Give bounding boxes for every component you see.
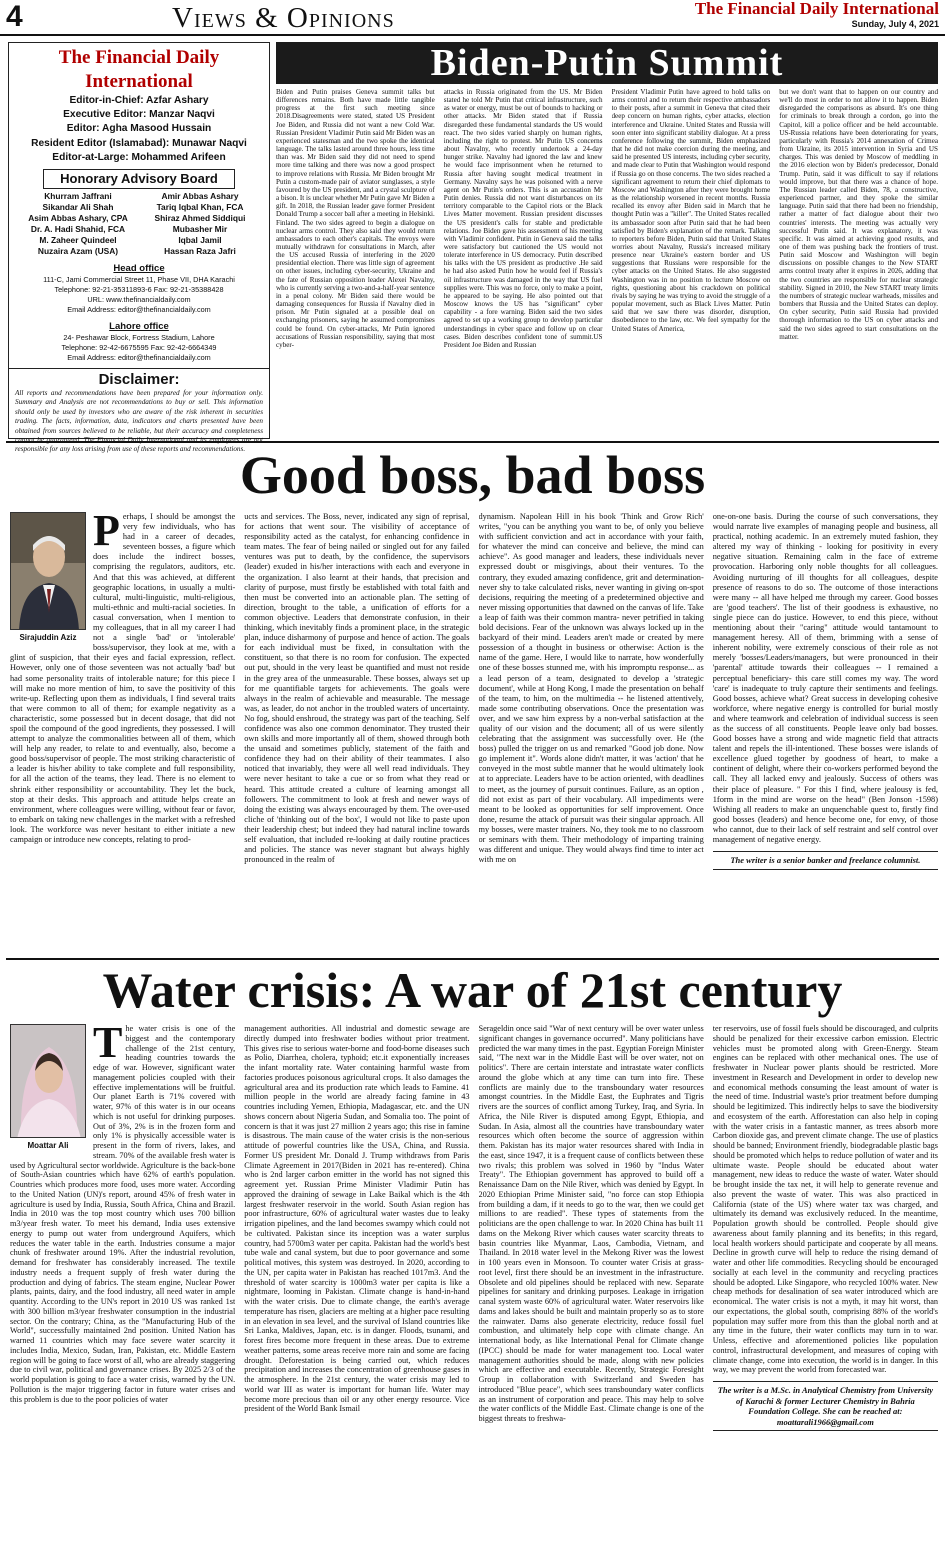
board-member: M. Zaheer Quindeel (39, 235, 117, 246)
board-member: Shiraz Ahmed Siddiqui (154, 213, 246, 224)
boss-article (10, 512, 938, 957)
author-caption: Sirajuddin Aziz (19, 633, 77, 642)
disclaimer-text: All reports and recommendations have been prepared for your information only. Summary and Analysis are not recommendations to buy or sell. This information should only be used by investors who are aware of the risk inherent in securities trading. The facts, information, data, indicators and charts presented have been obtained from sources believed to be reliable, but their accuracy and completeness responsible for any loss arising from use of these reports and recommendations. (15, 389, 263, 454)
advisory-board-left (17, 191, 139, 257)
address-line: Telephone: 92-21-35311893-6 Fax: 92-21-35388428 (54, 285, 224, 295)
lahore-office-title: Lahore office (109, 321, 169, 333)
staff-line: Editor-at-Large: Mohammed Arifeen (52, 151, 226, 163)
author-photo (10, 1024, 86, 1138)
address-line: Telephone: 92-42-6675595 Fax: 92-42-6664349 (61, 343, 217, 353)
staff-line: Editor-in-Chief: Azfar Ashary (69, 95, 209, 106)
masthead (695, 0, 939, 30)
article-column: dynamism. Napolean Hill in his book 'Think and Grow Rich' writes, "you can be anything you want to be, of only you believe with sufficient conviction and act in accordance with your faith, for whatever the mind can conceive and believe, the mind can achieve". As good manager and leaders, these individuals never expressed doubt or misgivings, about their ventures. To the contrary, they exuded amazing confidence, grit and determination- never shy to take calculated risks, never wanting in giving on-spot decisions, requiring the meeting of a predetermined objective and never missing opportunities that dawned on the canvas of life. Take a leap of faith was their common mantra- never petrified in taking bold decisions. Fear of the unknown was always locked up in the backyard of their mind. Leaders aren't made or created by mere possession of a thought in business or otherwise: Action is the name of the game. Here, I would like to narrate, how wonderfully one of these bosses stunned me, with his impromptu response... as a lead person of a team, designated to develop a 'strategic document', while at Hong Kong, I made the presentation on behalf of the team, to him, on the multimedia -- he listened attentively, made some contributing observations. Once the presentation was over, and we saw him express by a non-verbal satisfaction at the quality of our vision and the document; all of us were silently celebrating that the assignment was successfully over. He (the boss) pulled the trigger on us and remarked "Good job done. Now go implement it". Words alone didn't matter, it was 'action' that he conveyed in the most subtle manner that he would ultimately look at to appreciate. Leaders have to be action oriented, with deadlines to meet, as the journey of pursuit continues. Failure, as an option , did not exist as part of their vocabulary. All impediments were meant to be looked as opportunities for self improvement. Once done, resume the attack of pursuit was their singular approach. All my bosses, were master trainers. No, they took me to no classroom or seminars with them. Their methodology of imparting training was different and unique. They would always find time to inter act with me on (478, 512, 704, 865)
dropcap: T (93, 1024, 123, 1067)
editorial-box (8, 42, 270, 454)
board-member: Hassan Raza Jafri (164, 246, 236, 257)
author-note: The writer is a M.Sc. in Analytical Chemistry from University of Karachi & former Lecturer Chemistry in Bahria Foundation College. She can be reached at: moattarali1966@gmail.com (713, 1381, 938, 1431)
article-column: Serageldin once said "War of next century will be over water unless significant changes in governance occurred". Many politicians have predicted the war many times in the past. Egyptian Foreign Minister said, "The next war in the Middle East will be over water, not on politics". There are certain interstate and intrastate water conflicts around the globe which at any time can turn into fire. These conflicts are mainly due to the transboundary water resources amongst countries. In the Middle East, the Euphrates and Tigris rivers are the sources of conflict among Turkey, Iraq, and Syria. In Africa, the Nile River is disputed among Egypt, Ethiopia, and Sudan. In Asia, almost all the countries have transboundary water resources which often become the source of aggression within them. Pakistan has its major water resources shared with India in the east, since 1947, it is a frequent cause of conflicts between these two rivals; this problem was solved in 1960 by "Indus Water Treaty". The Ethiopian government has approved to build off a Renaissance Dam on the Nile River, which was denied by Egypt. In 2020 Ethiopian Prime Minister said, "no force can stop Ethiopia from building a dam, if it needs to go to the war, then we could get millions to are readied". These types of statements from the politicians are the open challenge to war. In 2020 China has built 11 dams on the Mekong River which causes water scarcity threats to basin countries like Myanmar, Laos, Cambodia, Vietnam, and Thailand. In 2018 water level in the Mekong River was the lowest in 100 years even in Monsoon. To counter water Crisis at grass- root level, first there should be an investment in the infrastructure. Obsolete and old pipelines should be replaced with new. Separate pipelines for sanitary and drinking purposes. Leakage in irrigation canal system waste 60% of agricultural water. Water reservoirs like dams and lakes should be built and maintain properly so as to store the rainwater. Dams also generate electricity, reduce fossil fuel combustion, and ultimately help cope with climate change. An international body, as like International Penal for Climate change (IPCC) should be made for water management too. Local water management authorities should be made, along with new policies which are effective and executable. Recently, Strategic Foresight Group in collaboration with Switzerland and Sweden has introduced "Blue peace", which sees transboundary water conflicts as an instrument of corporation and peace. This may help to solve the water conflicts of the Middle East. Climate change is one of the biggest threats to freshwa- (478, 1024, 704, 1423)
board-member: Nuzaira Azam (USA) (37, 246, 119, 257)
editorial-staff-list (9, 94, 269, 165)
dropcap: P (93, 512, 120, 555)
article-text: one-on-one basis. During the course of such conversations, they would narrate live examples of managing people and business, all practical, nothing academic. In an extremely muted fashion, they altered my way of thinking - looking for positivity in every negative situation. Remaining calm in the face of extreme provocation. Harboring only noble thoughts for all colleagues. Avoiding nurturing of ill thoughts for all colleagues, despite presence of reasons to do so. The outcome of those interactions were many -- all have helped me through my career. Good bosses are 'good teachers'. The list of their goodness is exhaustive, no single piece can do justice. However, to end this piece, without mentioning about their "caring" attitude would tantamount to management heresy. All of them, brimming with a sense of inherent nobility, were extremely conscious of their role as not merely 'bosses/Leaders/managers, but were pronounced in their 'parental' attitude towards their colleagues -- I remained a perceptual beneficiary- this care still comes my way. The word 'care' is inadequate to truly capture their sentiments and feelings. Good bosses, achieve what? Great success in developing cohesive workforce, where negative energy is controlled for burial mostly and where teamwork and celebration of individual success is seen as the success of all constituents. People leave only bad bosses. Good bosses have a strong and wide magnetic field that attracts talent and repels the ill-intentioned. These bosses were islands of excellence glued together by goodness of heart, to make a continent of delight, where their co-workers performed beyond the call. They all lacked envy and jealously. Success of others was their place of pleasure. " For this I find, where jealousy is fed, 1form in the mind are worse on the head" (Ben Jonson -1598) Wishing all readers to make an unquenchable quest to, firstly find good bosses (leaders) and hence become one, for envy, of those who cannot, due to their lack of self restraint and self control over management of negative energy. (712, 512, 938, 844)
address-line: Email Address: editor@thefinancialdaily.com (67, 353, 211, 363)
water-article (10, 1024, 938, 1556)
article-column: President Vladimir Putin have agreed to hold talks on arms control and to return their respective ambassadors to their posts, after a summit in Geneva that cited their deep concern on human rights, cyber attacks, election interference and Ukraine. United States and Russia will soon enter into significant stability dialogue. At a press conference following the summit, Biden emphasized that he did not make coercion during the meeting, and said he presented US interests, including cyber security, and made clear to Putin that Washington would respond if Russia go on those concerns. The two sides reached a significant agreement to return their chief diplomats to Moscow and Washington after they were brought home as the relationship worsened in recent months. Russia recalled its envoy after Biden said in March that he thought Putin was a "killer". The United States recalled its ambassador soon after Putin said that he had been satisfied by Biden's explanation of the remark. Talking to reporters before Biden, Putin said that United States worries about Navalny, Russia's increased military presence near Ukraine's eastern border and US suggestions that Russians were responsible for the cyber attacks on the United States. He also suggested Washington was in no position to lecture Moscow on rights, questioning about his crackdown on political rivals by saying he was trying to avoid the struggle of a popular movement, such as Black Lives Matter. Putin said that we saw there was disorder, disruption, disobedience to the law, etc. We feel sympathy for the United States of America, (611, 88, 771, 333)
boss-headline: Good boss, bad boss (239, 445, 706, 505)
board-member: Khurram Jaffrani (44, 191, 112, 202)
page-header (0, 0, 945, 36)
staff-line: Resident Editor (Islamabad): Munawar Naqvi (31, 137, 247, 149)
article-column: management authorities. All industrial and domestic sewage are directly dumped into freshwater bodies without prior treatment. This gives rise to serious water-borne and food-borne diseases such as Polio, Diarrhea, cholera, typhoid; etc.it exponentially increases the infant mortality rate. Water containing harmful waste from factories produces poisonous agricultural crops. It also damages the agricultural area and its production rate which leads to Famine. 41 million people in the world are already facing famine in 43 countries including Yemen, Ethiopia, Madagascar, etc. and the UN shows concern about Nigeria Sudan, and Somalia too. The point of concern is that it was just 27 million 2 years ago; this rise in famine is disastrous. The main cause of the water crisis is the non-serious attitude of powerful countries like the USA, China, and Russia. Former US president Mr. Donald J. Trump withdraws from Paris Climate Agreement in 2017(Biden in 2021 has re-entered). China who is 2nd larger carbon emitter in the world has not signed this agreement yet. Russian Prime Minister Vladimir Putin has approved the draining of sewage in Lake Baikal which is the 4th largest freshwater reservoir in the world. South Asian region has poor infrastructure, 60% of agricultural water wastes due to leaky irrigation pipelines, and the land becomes swampy which could not be cultivated. Pakistan since its inception was a water surplus country, had 5700m3 water per capita. Pakistan had the world's best tube wale and canal system, but due to poor governance and some political motives, this system was destroyed. In 2020, according to the UN, per capita water in Pakistan has reached 1017m3. And the threshold of water scarcity is 1000m3 water per capita is like a nightmare, looming in Pakistan. Climate change is hand-in-hand with the water crisis. Due to climate change, the earth's average temperature has risen, glaciers are melting at a higher pace resulting in an elevation in sea level, and the survival of Island countries like Sri Lanka, Maldives, Japan, etc. is in danger. Floods, tsunami, and forest fires become more frequent in these areas. Due to extreme weather patterns, some areas receive more rain and some are facing drought. Deforestation is being carried out, which reduces precipitation and increases the concentration of greenhouse gases in the atmosphere. In the 21st century, the water crisis may led to world war III as water is important for human life. Water may become more precious than oil or any other energy resource. Vice president of the World Bank Ismail (244, 1024, 470, 1414)
board-member: Iqbal Jamil (178, 235, 222, 246)
article-column: ucts and services. The Boss, never, indicated any sign of reprisal, for actions that went sour. The visibility of acceptance of responsibility acted as the catalyst, for enhancing confidence in team mates. The fear of being nailed or singled out for any failed ventures was put to death, by the confidence, the supervisors (leader) exuded in his/her interactions with each and everyone in the organization. I also learnt at their hands, that precision and clarity of purpose, must firstly be established with total faith and then must be converted into an actionable plan. The setting of direction, brought to the table, a unification of efforts for a common objective. Leaders that demonstrate confusion, in their thinking, which inevitably finds a prominent place, in the strategic plan, induce disharmony of purpose and hence of action. The goals for each individual must be fixed, in consultation with the constituent, so that there is no room for confusion. The expected out put, should in the very least be quantified and must not reside in the grey area of the unmeasurable. These bosses, always set up for me quantifiable targets for achievements. The goals were always in the realm of achievable and measurable. The message was, as leader, do not anchor in the troubled waters of uncertainty. No fog, should enshroud, the strategy was part of the teaching. Self confidence was also one common denominator. They trusted their own skills and more importantly all of them, showed through both the unsaid and sometimes publicly, statement of the faith and confidence they had on their ability of their teammates. I also noticed that invariably, they were all well read individuals. They were never hesitant to take a cue or so from what they read or heard. This attitude created a culture of learning amongst all followers. The commitment to look at fresh and newer ways of doing the existing was always encouraged by them. The over-used cliche of 'thinking out of the box', I would not like to paste upon their leadership chest; but indeed they had natural incline towards self evaluation, that included re-looking at daily routine practices and policies. The stance was never stagnant but always highly pronounced in the realm of (244, 512, 470, 865)
article-column (713, 1024, 938, 1556)
biden-headline: Biden-Putin Summit (276, 42, 938, 84)
board-member: Sikandar Ali Shah (42, 202, 114, 213)
page-number: 4 (6, 0, 23, 33)
section-title: Views & Opinions (172, 2, 395, 34)
author-portrait-icon (11, 513, 86, 630)
article-column: Biden and Putin praises Geneva summit talks but differences remains. Both have made little tangible progress at the first such meeting since 2018.Disagreements were stated, stated US President Joe Biden, and Russia did not want a new Cold War. Russian President Vladimir Putin said Mr Biden was an experienced statesman and the two spoke the identical language. The talks lasted around three hours, less time than was. Mr Biden said they did not need to spend more time talking and there was now a good prospect to improve relations with Russia. Mr Biden brought Mr Putin a custom-made pair of aviator sunglasses, a style favoured by the US president, and a crystal sculpture of a bison. It is unclear whether Mr Putin gave Mr Biden a gift. In 2018, the Russian leader gave former President Donald Trump a soccer ball after a meeting in Helsinki. Finland. The two sides agreed to begin a dialogue on nuclear arms control. They also said they would return ambassadors to each other's capitals. The envoys were mutually withdrawn for consultations in March, after the US accused Russia of interfering in the 2020 presidential election. There was little sign of agreement on other issues, including cyber-security, Ukraine and the fate of Russian opposition leader Alexei Navalny, who is currently serving a two-and-a-half-year sentence in a penal colony. Mr Biden said there would be damaging consequences for Russia if Navalny died in prison. Mr Putin signaled at a possible deal on exchanging prisoners, saying he assumed compromises could be found. On cyber-attacks, Mr Putin ignored accusations of Russian responsibility, saying that most cyber- (276, 88, 435, 349)
advisory-board (9, 191, 269, 257)
article-column (10, 512, 235, 957)
editorial-box-title: The Financial Daily International (58, 47, 220, 92)
advisory-board-title: Honorary Advisory Board (43, 169, 235, 189)
author-portrait-icon (11, 1025, 86, 1138)
article-text: erhaps, I should be amongst the very few individuals, who has had in a career of decades, seventeen bosses, a figure which does include the indirect bosses, comprising the regulators, auditors, etc. And that this was achieved, at different geographic locations, in usually a multi-cultural, multi-linguistic, multi-religious, multi-ethnic and multi-racial societies. In casual conversation, when I mention to my colleagues, that in all my career I had not a single 'bad' or 'intolerable' boss/supervisor, they look at me, with a glint of suspicion, that their eyes and facial expression, reflect. However, only one of those seventeen was not actually 'bad' but had some personality traits of intolerable nature; for this piece I will make no more mention of him, to save the positivity of this write-up. Reflecting upon them as individuals, I find several traits that were common to all of them; for example negativity as a characteristic, some possessed but in decent dosage, that did not spoil the compound of the good ingredients, they possessed. I will attempt to analyze the commonalities between all of them, which will help any reader, to relate to and eventually, also, become a good boss/supervisor of people. The most striking characteristic of a leader is his/her ability to take complete and full responsibility, for all the action of the teams, they lead. There is no element to shrink either responsibility or accountability. They let the buck, stop at their desks. This approach and attitude helps create an environment, where colleagues were willing, without fear or favor, to embark on taking new challenges in the market with a refreshed look. The workforce was never hesitant to either initiate a new campaign or introduce new concepts, relating to prod- (10, 512, 236, 844)
head-office-title: Head office (113, 263, 165, 275)
author-note: The writer is a senior banker and freelance columnist. (713, 851, 938, 870)
advisory-board-right (139, 191, 261, 257)
author-caption: Moattar Ali (27, 1141, 69, 1150)
article-column (713, 512, 938, 957)
article-text: he water crisis is one of the biggest and the contemporary challenge of the 21st century, heading countries towards the edge of war. However, significant water management policies coupled with their effective implementations will be fruitful. Our planet Earth is 71% covered with water, 97% of this water is in our oceans which is not useful for drinking purposes. Out of 3%, 2% is in the frozen form and only 1% is physically accessible water is present in the form of rivers, lakes, and stream. 70% of the available fresh water is used by Agricultural sector worldwide. Agriculture is the back-bone of South-Asian countries which have 62% of earth's population. Countries which produces more food, uses more water. According to the United Nation (UN)'s report, around 45% of fresh water in agriculture is used by India, Russia, South Africa, China and Brazil. India in 2010 was the top most country which uses 700 billion m3/year fresh water. To meet his demand, India uses extensive energy to pump out water from underground Aquifers, which reduces the water table in the earth. Industries consume a major chunk of freshwater around 19%. After the industrial revolution, demand for freshwater has considerably increased. The textile industry needs a frequent supply of fresh water during the production and dying of fabrics. The steam engine, Nuclear Power plants, paints, dairy, and the food industry, all need water in ample quantity. According to the UN's report in 2010 US was ranked 1st with 300 billion m3/year freshwater consumption in the industrial sector. On the contrary; China, as the "Manufacturing Hub of the World", successfully maintained 2nd position. United Nation has warned 11 countries which may face severe water scarcity it includes India, Mexico, Sudan, Iran, Pakistan, etc. Middle Eastern region will be going to face worst of all, who are already staggering due to civil war, political and governance crises. By 2025 2/3 of the world population is going to face a water crisis, warned by the UN. Pollution is the major triggering factor in future water crises and this problem is due to the poor policies of water (10, 1024, 236, 1404)
address-line: 111-C, Jami Commercial Street 11, Phase VII, DHA Karachi (43, 275, 235, 285)
author-photo-slot (10, 1024, 88, 1156)
section-divider (6, 441, 939, 443)
issue-date: Sunday, July 4, 2021 (851, 19, 939, 29)
staff-line: Editor: Agha Masood Hussain (66, 123, 212, 135)
address-line: URL: www.thefinancialdaily.com (87, 295, 191, 305)
author-photo-slot (10, 512, 88, 650)
article-column: but we don't want that to happen on our country and we'll do most in order to not allow it to happen. Biden disregarded the comparisons as absurd. It's one thing for criminals to break through a cordon, go into the Capitol, kill a police officer and be held accountable. US-Russia relations have been deteriorating for years, particularly with Russia's 2014 annexation of Crimea from Ukraine, its 2015 intervention in Syria and US charges. This was denied by Moscow of meddling in the 2016 election won by Biden's predecessor, Donald Trump. Putin, said it was difficult to say if relations would improve, but that there was a chance of hope. The Russian leader called Biden, 78, a constructive, experienced partner, and they spoke the similar language. Putin said that there had been no friendship, rather a matter of fact dialogue about their two countries' interests. The meeting was actually very successful Putin said. It was explanatory, it was specific. It was aimed at achieving good results, and one of them was pushing back the frontiers of trust. Putin said Moscow and Washington will begin discussions on possible changes to the New START arms control treaty after it expires in 2026, adding that the two countries are responsible for nuclear strategic stability. Signed in 2010, the New START treaty limits the numbers of strategic nuclear warheads, missiles and bombers that Russia and the United States can deploy. On cyber security, Putin said Russia had provided thorough information to the US on cyber attacks and said the two sides agreed to start consultations on the matter. (779, 88, 938, 341)
paper-name: The Financial Daily International (694, 0, 939, 18)
board-member: Asim Abbas Ashary, CPA (28, 213, 128, 224)
board-member: Amir Abbas Ashary (161, 191, 239, 202)
author-photo (10, 512, 86, 630)
address-line: 24- Peshawar Block, Fortress Stadium, Lahore (63, 333, 215, 343)
staff-line: Executive Editor: Manzar Naqvi (63, 109, 215, 121)
disclaimer-title: Disclaimer: (9, 368, 269, 389)
board-member: Dr. A. Hadi Shahid, FCA (30, 224, 126, 235)
article-column: attacks in Russia originated from the US. Mr Biden stated he told Mr Putin that critical infrastructure, such as water or energy, must be out of bounds to hacking or other attacks. Mr Biden stated that if Russia disregarded these fundamental standards the US would react. The two sides varied sharply on human rights, including the right to protest. Mr Putin US concerns about Navalny, who recently undertook a 24-day hunger strike. Navalny had ignored the law and knew he would face imprisonment when he returned to Russia after having sought medical treatment in Germany. Navalny says he was poisoned with a nerve agent on Mr Putin's orders. This is an accusation Mr Putin denies. Russia did not want disturbances on its territory comparable to the Capitol riots or the Black Lives Matter movement. Russian president discusses the US president's calls for stable and predictable relations. Joe Biden gave his assessment of his meeting with Vladimir confident. Putin in Geneva said the talks were satisfactory but cautioned the US would not tolerate interference in US democracy. Putin described his talks with the US president as productive .He said he had also asked Putin how he would feel if Russia's oil infrastructure was damaged in the way that US fuel supplies were. This was no force, only to make a point, he appeared to be saying. He also pointed out that Moscow knows the US has "significant" cyber capability - a fore warning. Biden said the two sides agreed to set up a working group to develop particular understandings in cyber space and follow up on clear cases. Biden describes confident tone of summit.US President Joe Biden and Russian (443, 88, 603, 349)
board-member: Mubasher Mir (172, 224, 228, 235)
address-line: Email Address: editor@thefinancialdaily.com (67, 305, 211, 315)
article-column (10, 1024, 235, 1556)
board-member: Tariq Iqbal Khan, FCA (156, 202, 244, 213)
water-headline: Water crisis: A war of 21st century (102, 962, 843, 1018)
article-text: ter reservoirs, use of fossil fuels should be discouraged, and culprits should be penalized for their excessive carbon emission. Electric vehicles must be promoted along with Green-Energy. Steam engines can be replaced with other mechanical ones. The use of freshwater in Nuclear power plants should be restricted. More investment in Research and Development in order to develop new and economical methods consuming the least amount of water is the need of time. Industrial waste's prior treatment before dumping should be legitimized. This indirectly helps to save the biodiversity and ecosystem of the earth. Afforestation can also help in coping with the water crisis in a fantastic manner, as trees absorb more Carbon dioxide gas, and prevent climate change. The use of plastics should be banned; Environment friendly, biodegradable plastic bags should be promoted which helps to reduce pollution of water and its ultimate waste. People should be educated about water management, new ideas to reduce the waste of water. Water should be brought inside the tax net, it will help to generate revenue and also prevent the waste of water. This was also practiced in California (state of the US) where water tax was charged, and ultimately its demand was exclusively reduced. In the meantime, Population growth should be controlled. People should give awareness about family planning and its benefits; in this regard, local health workers should participate and cooperate by all means. Decline in growth curve will help to reduce the rising demand of water and other life commodities. Recycling should be encouraged socially at each level in the community and recycling practices should be adopted. Like Singapore, who recycled 100% water. New cheap methods for desalination of sea water introduced which are economical. The water crisis is not a myth, it may hit worst, than our expectations, the global south, comprising 88% of the world's population may suffer more from this than the global north and at any time in the future, their water conflicts may turn in to war. Unless, effective and aforementioned policies like population control, infrastructural development, and measures of coping with climate change, come into execution, the world is in danger. In this way, we may prevent the world from forecasted war. (712, 1024, 938, 1375)
biden-article (276, 88, 938, 440)
